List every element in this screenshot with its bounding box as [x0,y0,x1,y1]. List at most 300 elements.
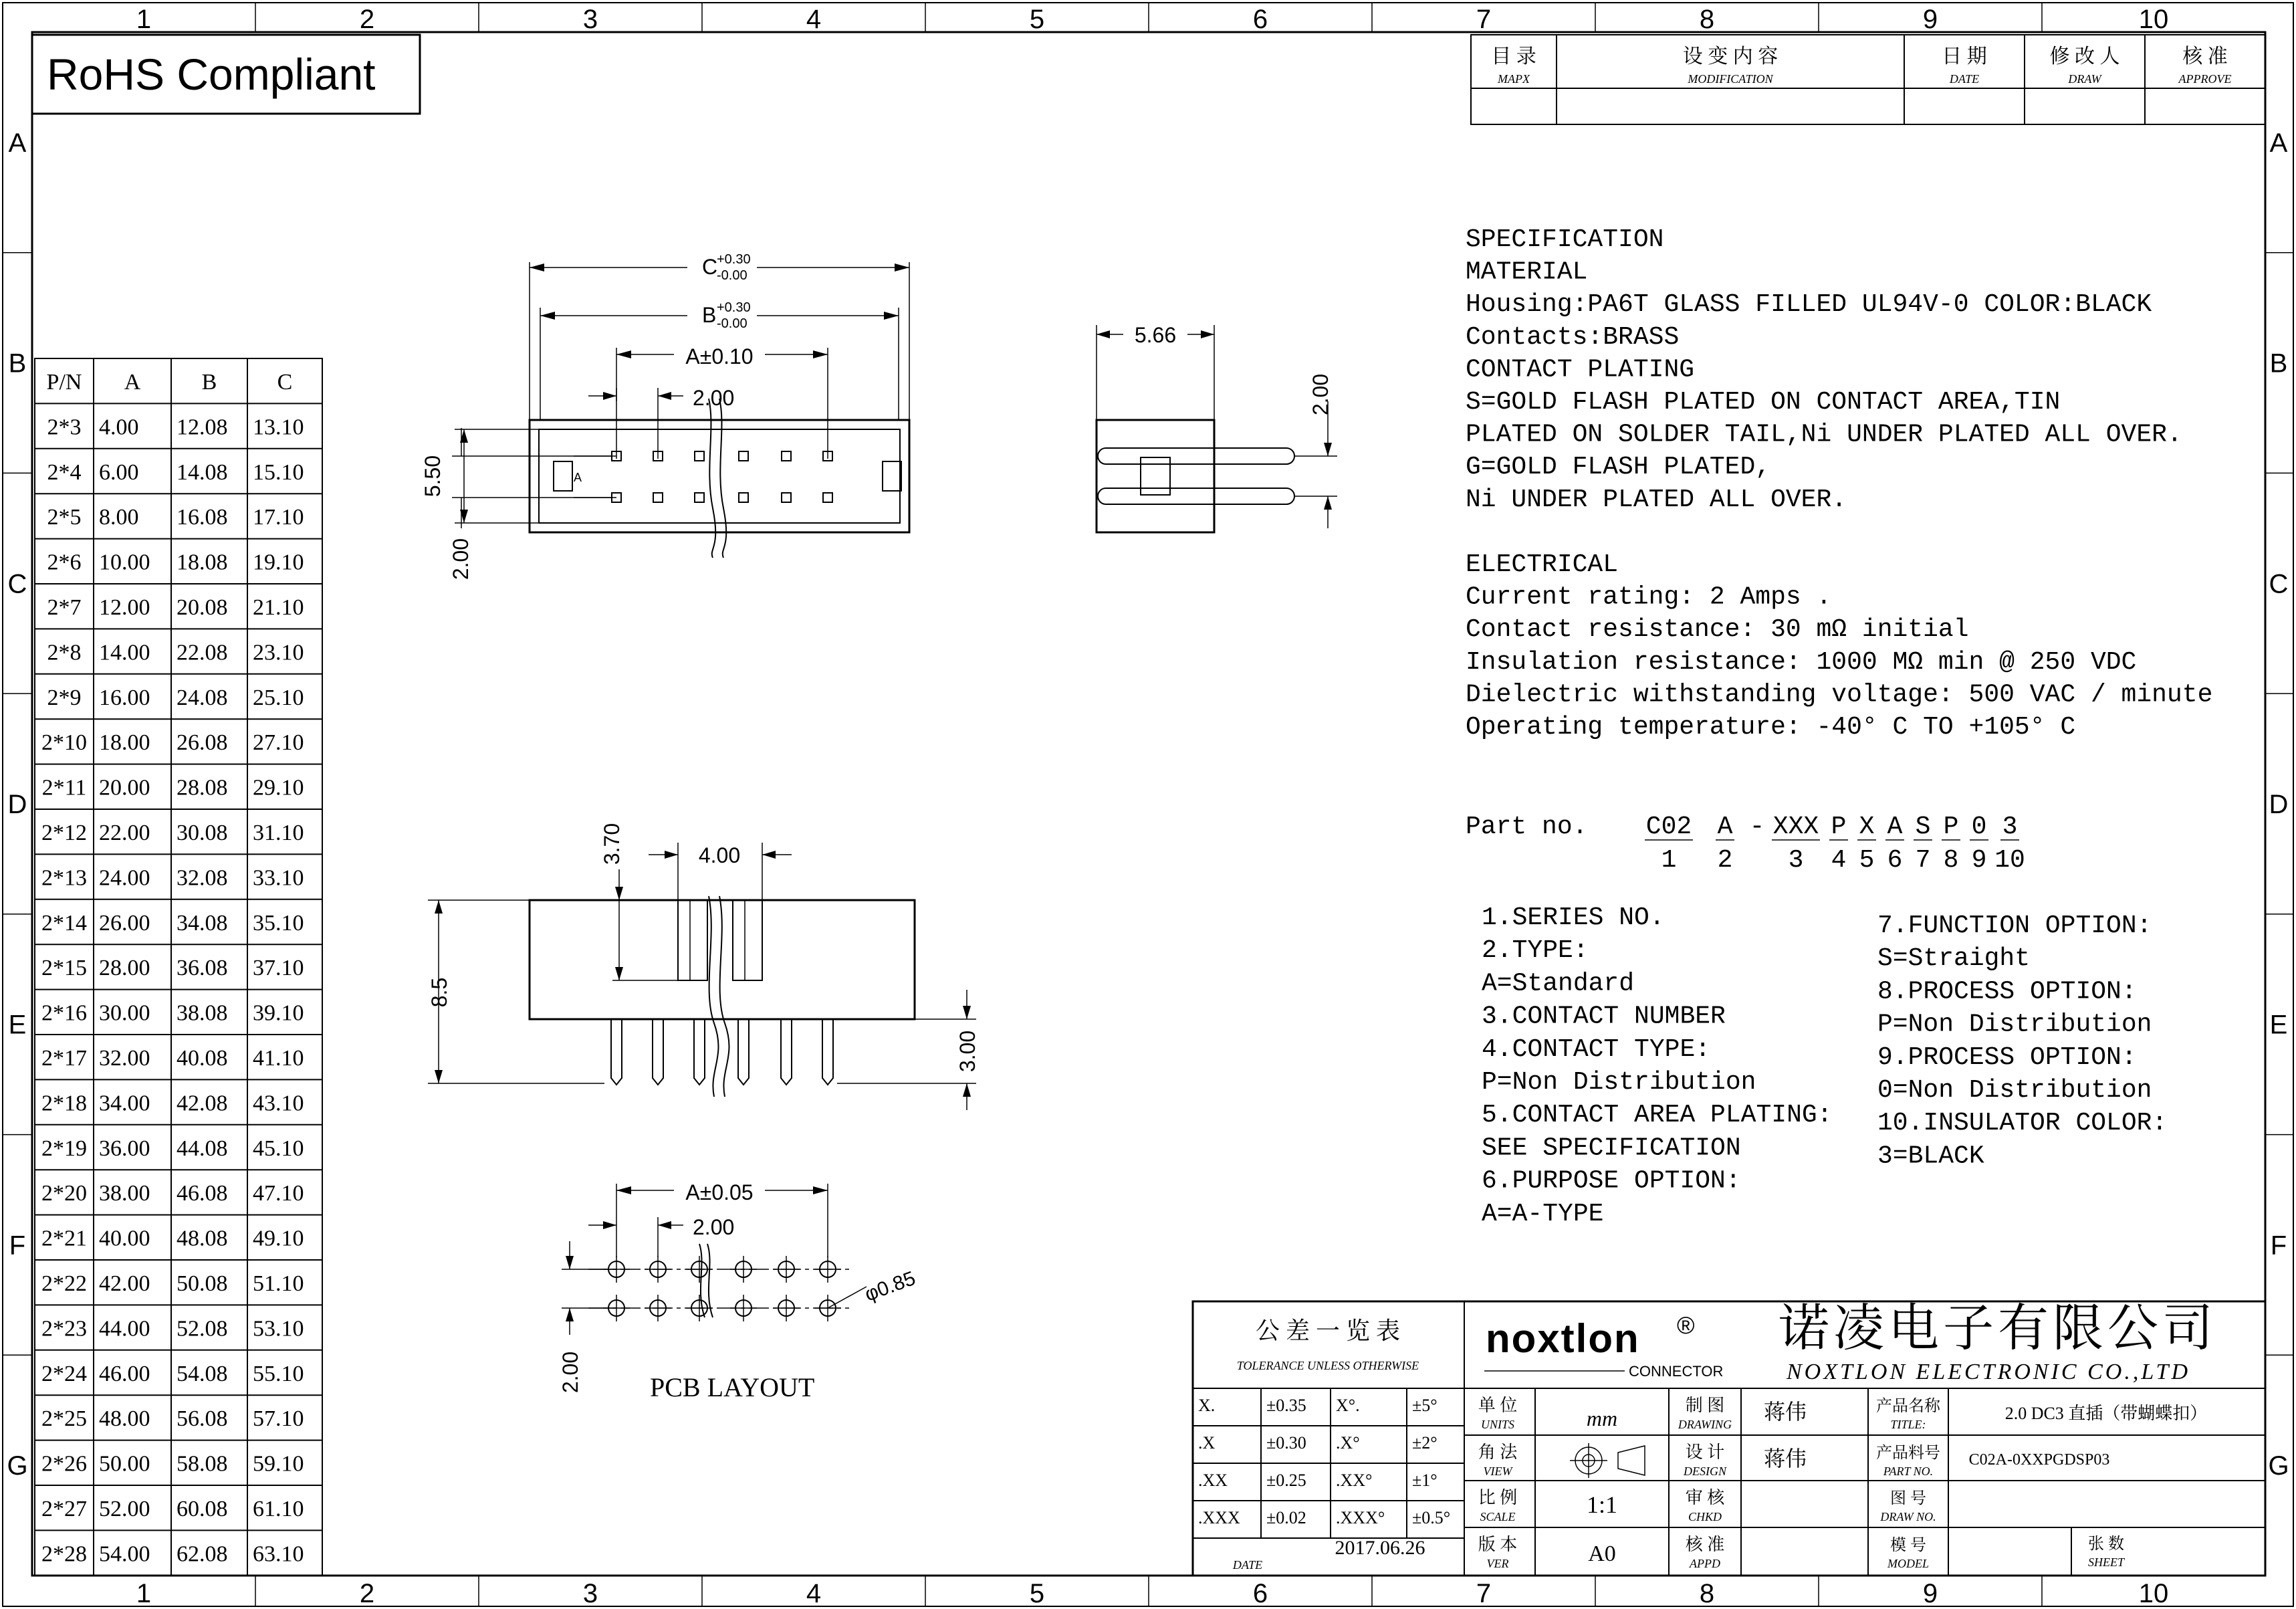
pn-table-cell: 58.08 [177,1451,228,1477]
grid-col-bottom: 1 [136,1579,152,1608]
pn-table-cell: 4.00 [99,415,139,440]
pn-table-cell: 45.10 [253,1136,304,1161]
dim-hole: φ0.85 [862,1267,919,1306]
pn-table-cell: 2*5 [47,505,82,530]
tol-cell: ±0.5° [1412,1508,1451,1527]
pn-table-cell: 2*25 [41,1406,87,1432]
dim-c-tol-dn: -0.00 [717,268,748,283]
tb-partno-cn: 产品料号 [1876,1444,1940,1462]
top-view-pin [739,451,748,461]
tb-units-value: mm [1586,1406,1618,1430]
pn-table-cell: 26.08 [177,730,228,756]
rev-mapx-cn: 目 录 [1491,45,1536,68]
pn-table-cell: 60.08 [177,1497,228,1521]
company-name-cn: 诺凌电子有限公司 [1778,1301,2217,1357]
pn-table-cell: 36.00 [99,1136,150,1161]
part-code-segment: P [1831,813,1847,841]
rev-approve-cn: 核 准 [2182,45,2228,68]
tol-title-cn: 公 差 一 览 表 [1255,1317,1401,1344]
pn-table-cell: 2*18 [41,1091,87,1116]
grid-col-bottom: 7 [1476,1579,1492,1608]
tb-drawno-cn: 图 号 [1890,1490,1926,1507]
tb-ver-value: A0 [1588,1541,1616,1566]
option-right-line: 7.FUNCTION OPTION: [1877,911,2152,940]
grid-col-bottom: 2 [359,1579,375,1608]
front-view-pin [781,1019,792,1085]
grid-col-bottom: 6 [1252,1579,1268,1608]
pn-table-cell: 48.00 [99,1406,150,1432]
pn-table-cell: 46.00 [99,1361,150,1386]
rev-draw-en: DRAW [2068,72,2101,86]
pn-table-cell: 26.00 [99,910,150,936]
tb-sheet-en: SHEET [2088,1556,2124,1569]
tb-design-en: DESIGN [1684,1465,1726,1478]
pn-table-cell: 28.08 [177,775,228,800]
pn-table-cell: 49.10 [253,1226,304,1251]
pn-table-cell: 36.08 [177,956,228,981]
pn-table-cell: 24.00 [99,865,150,891]
option-right-line: 8.PROCESS OPTION: [1877,977,2137,1006]
tb-model-cn: 模 号 [1890,1537,1926,1554]
rev-date-en: DATE [1949,72,1980,86]
pn-table-cell: 2*21 [41,1226,87,1251]
tb-date-label: DATE [1232,1558,1263,1572]
pn-table-cell: 43.10 [253,1091,304,1116]
pn-table [35,358,322,1576]
front-view [427,823,980,1110]
pn-table-header: B [201,370,217,395]
pn-table-cell: 62.08 [177,1541,228,1567]
pn-table-cell: 28.00 [99,956,150,981]
pn-table-cell: 31.10 [253,821,304,845]
tol-cell: ±0.02 [1266,1508,1306,1527]
tol-cell: ±0.25 [1266,1471,1306,1490]
top-view-pin [782,451,791,461]
part-code-index: 5 [1859,846,1875,875]
option-right-line: 0=Non Distribution [1877,1076,2152,1105]
tol-cell: .XXX° [1336,1508,1385,1527]
grid-row-left: C [7,569,27,599]
tol-cell: X°. [1336,1396,1360,1415]
pn-table-cell: 34.08 [177,910,228,936]
part-code-segment: 0 [1971,813,1987,841]
top-view-pin [782,493,791,502]
pn-table-cell: 42.00 [99,1271,150,1296]
pn-table-cell: 16.08 [177,505,228,530]
pn-table-header: P/N [46,370,82,395]
tol-cell: ±0.35 [1266,1396,1306,1415]
tb-date-value: 2017.06.26 [1335,1537,1425,1559]
option-left-line: 3.CONTACT NUMBER [1482,1002,1726,1031]
front-view-pin [653,1019,663,1085]
grid-col-top: 9 [1922,5,1938,34]
pn-table-cell: 54.08 [177,1361,228,1386]
pn-table-cell: 38.00 [99,1181,150,1206]
pn-table-cell: 20.00 [99,775,150,800]
dim-p400: 4.00 [698,843,741,867]
option-left-line: SEE SPECIFICATION [1482,1134,1741,1163]
pn-table-cell: 2*22 [41,1271,87,1296]
pn-table-cell: 2*10 [41,730,87,756]
pn-table-cell: 53.10 [253,1316,304,1342]
grid-col-top: 4 [806,5,822,34]
part-code-index: 9 [1971,846,1987,875]
spec-line: SPECIFICATION [1466,225,1664,254]
option-left-line: A=Standard [1482,969,1635,998]
pn-table-cell: 2*13 [41,865,87,891]
company-name-en: NOXTLON ELECTRONIC CO.,LTD [1787,1360,2191,1384]
tol-cell: .XXX [1198,1508,1240,1527]
part-code-index: 3 [1788,846,1804,875]
pn-table-cell: 6.00 [99,459,139,485]
pn-table-cell: 52.08 [177,1316,228,1342]
pn-table-cell: 32.08 [177,865,228,891]
pn-table-cell: 17.10 [253,505,304,530]
tb-view-cn: 角 法 [1478,1442,1518,1462]
pn-table-cell: 2*27 [41,1497,87,1521]
spec-line: PLATED ON SOLDER TAIL,Ni UNDER PLATED ALL OVER. [1466,420,2182,449]
grid-row-right: F [2270,1230,2287,1261]
tol-cell: .XX° [1336,1471,1373,1490]
pn-table-cell: 8.00 [99,505,139,530]
pn-table-cell: 21.10 [253,595,304,620]
pn-table-cell: 23.10 [253,640,304,665]
options-right [1877,911,2167,1170]
rev-mapx-en: MAPX [1498,72,1530,86]
tb-scale-value: 1:1 [1586,1491,1618,1518]
top-view-pin [695,493,704,502]
part-code-segment: P [1943,813,1959,841]
tol-cell: X. [1198,1396,1216,1415]
grid-col-bottom: 4 [806,1579,822,1608]
pn-table-cell: 37.10 [253,956,304,981]
part-code-index: 2 [1717,846,1733,875]
pn-table-cell: 50.00 [99,1451,150,1477]
option-left-line: 1.SERIES NO. [1482,903,1665,932]
front-view-pin [738,1019,749,1085]
pn-table-cell: 57.10 [253,1406,304,1432]
pcb-layout-label: PCB LAYOUT [650,1372,815,1402]
option-right-line: S=Straight [1877,944,2031,974]
pn-table-cell: 63.10 [253,1541,304,1567]
rev-approve-en: APPROVE [2178,72,2232,86]
grid-row-left: F [9,1230,26,1261]
front-view-pin [611,1019,622,1085]
grid-col-top: 7 [1476,5,1492,34]
option-left-line: 4.CONTACT TYPE: [1482,1035,1711,1064]
pn-table-cell: 2*28 [41,1541,87,1567]
spec-line: ELECTRICAL [1466,550,1619,579]
part-code-segment: A [1887,813,1903,841]
spec-line: CONTACT PLATING [1466,355,1695,385]
dim-b-tol-up: +0.30 [717,300,751,315]
pn-table-cell: 61.10 [253,1497,304,1521]
option-right-line: P=Non Distribution [1877,1010,2152,1039]
grid-col-bottom: 8 [1699,1579,1715,1608]
pn-table-cell: 2*8 [47,640,82,665]
tb-ver-cn: 版 本 [1478,1535,1518,1554]
pn-table-cell: 35.10 [253,910,304,936]
pn-table-cell: 2*17 [41,1046,87,1071]
dim-v200-pcb: 2.00 [558,1351,582,1394]
pn-table-cell: 2*3 [47,415,82,440]
tb-title-value: 2.0 DC3 直插（带蝴蝶扣） [2004,1404,2208,1423]
dim-h370: 3.70 [600,823,624,865]
spec-line: Insulation resistance: 1000 MΩ min @ 250 VDC [1466,647,2137,677]
tb-chkd-cn: 审 核 [1685,1488,1725,1507]
dim-h200-left: 2.00 [449,538,473,580]
pn-table-cell: 30.08 [177,821,228,845]
grid-col-top: 3 [582,5,598,34]
part-code-segment: C02 [1645,813,1692,841]
projection-symbol [1570,1443,1645,1478]
part-code-index: 1 [1661,846,1677,875]
tb-sheet-cn: 张 数 [2088,1535,2124,1553]
option-left-line: 2.TYPE: [1482,936,1589,966]
rohs-label: RoHS Compliant [47,49,376,99]
grid-row-left: D [7,790,27,819]
grid-row-left: B [8,348,27,379]
spec-line: Operating temperature: -40° C TO +105° C [1466,713,2076,742]
dim-v200-side: 2.00 [1308,373,1333,416]
grid-row-right: C [2269,569,2289,599]
pn-table-cell: 54.00 [99,1541,150,1567]
grid-row-right: A [2269,128,2288,158]
pn-table-cell: 32.00 [99,1046,150,1071]
side-view [1097,321,1337,532]
part-code-index: 6 [1887,846,1903,875]
pn-table-cell: 55.10 [253,1361,304,1386]
pn-table-cell: 44.00 [99,1316,150,1342]
specification-block [1466,225,2212,742]
part-code-index: 7 [1915,846,1931,875]
tb-model-en: MODEL [1887,1557,1929,1570]
tol-cell: ±0.30 [1266,1433,1306,1453]
tb-partno-en: PART NO. [1883,1465,1934,1478]
pn-table-cell: 2*19 [41,1136,87,1161]
pn-table-cell: 16.00 [99,685,150,710]
dim-pitch-top: 2.00 [693,386,735,410]
pn-table-cell: 48.08 [177,1226,228,1251]
dim-w566: 5.66 [1134,323,1177,347]
title-block [1193,1301,2265,1576]
option-right-line: 3=BLACK [1877,1142,1984,1171]
dim-h300: 3.00 [955,1030,980,1073]
pn-table-cell: 13.10 [253,415,304,440]
rev-date-cn: 日 期 [1942,45,1987,68]
pn-table-cell: 44.08 [177,1136,228,1161]
tol-cell: ±2° [1412,1433,1438,1453]
pn-table-cell: 14.08 [177,459,228,485]
tb-title-cn: 产品名称 [1876,1398,1940,1415]
grid-row-left: E [8,1010,27,1040]
option-right-line: 9.PROCESS OPTION: [1877,1043,2137,1072]
pn-table-cell: 46.08 [177,1181,228,1206]
grid-col-top: 10 [2138,5,2169,34]
grid-col-bottom: 3 [582,1579,598,1608]
grid-col-top: 2 [359,5,375,34]
tb-appd-cn: 核 准 [1685,1535,1725,1554]
pn-table-cell: 34.00 [99,1091,150,1116]
grid-row-right: G [2268,1451,2289,1481]
dim-pitch-pcb: 2.00 [693,1215,735,1239]
tb-drawing-en: DRAWING [1678,1418,1732,1431]
pn-table-cell: 2*24 [41,1361,87,1386]
grid-row-left: A [8,128,27,158]
pn-table-cell: 24.08 [177,685,228,710]
pn-table-cell: 18.00 [99,730,150,756]
part-code-segment: - [1749,813,1765,841]
dim-b-label: B [702,303,717,327]
rohs-box [32,35,420,114]
spec-line: S=GOLD FLASH PLATED ON CONTACT AREA,TIN [1466,388,2061,417]
spec-line: G=GOLD FLASH PLATED, [1466,453,1771,482]
front-view-pin [822,1019,833,1085]
dim-h85: 8.5 [427,977,451,1008]
pn-table-cell: 2*14 [41,910,87,936]
pn-table-cell: 2*16 [41,1000,87,1026]
company-logo: noxtlon [1486,1316,1640,1361]
tb-units-en: UNITS [1480,1418,1515,1431]
tb-drawing-cn: 制 图 [1685,1396,1725,1415]
top-view [421,250,909,580]
pn-table-cell: 2*23 [41,1316,87,1342]
option-left-line: 6.PURPOSE OPTION: [1482,1166,1741,1196]
pin1-mark: A [574,471,582,484]
part-label: Part no. [1466,813,1588,841]
pn-table-header: A [124,370,141,395]
pn-table-cell: 50.08 [177,1271,228,1296]
pn-table-cell: 2*12 [41,821,87,845]
pn-table-cell: 40.00 [99,1226,150,1251]
part-number-block [1466,813,2025,875]
revision-table [1471,35,2265,124]
tol-cell: .XX [1198,1471,1228,1490]
front-view-pin [694,1019,705,1085]
grid-row-right: B [2269,348,2288,379]
pn-table-cell: 2*7 [47,595,82,620]
pn-table-cell: 25.10 [253,685,304,710]
tb-design-value: 蒋伟 [1764,1446,1807,1471]
grid-row-right: D [2269,790,2289,819]
tb-drawing-value: 蒋伟 [1764,1400,1807,1424]
rev-modification-cn: 设 变 内 容 [1682,45,1778,68]
option-right-line: 10.INSULATOR COLOR: [1877,1109,2168,1138]
pn-table-cell: 47.10 [253,1181,304,1206]
grid-col-bottom: 5 [1029,1579,1045,1608]
tol-cell: .X° [1336,1433,1360,1453]
spec-line: MATERIAL [1466,257,1588,287]
pn-table-cell: 29.10 [253,775,304,800]
tb-drawno-en: DRAW NO. [1880,1510,1936,1523]
dim-a-top: A±0.10 [685,344,754,368]
part-code-index: 4 [1831,846,1847,875]
pn-table-cell: 15.10 [253,459,304,485]
pn-table-cell: 10.00 [99,550,150,575]
grid-col-top: 5 [1029,5,1045,34]
tb-ver-en: VER [1486,1557,1509,1570]
pn-table-cell: 2*26 [41,1451,87,1477]
option-left-line: 5.CONTACT AREA PLATING: [1482,1101,1833,1130]
pn-table-cell: 30.00 [99,1000,150,1026]
spec-line: Housing:PA6T GLASS FILLED UL94V-0 COLOR:BLACK [1466,290,2152,320]
top-view-pin [823,493,832,502]
tol-cell: .X [1198,1433,1216,1453]
pn-table-cell: 2*11 [41,775,87,800]
spec-line: Contact resistance: 30 mΩ initial [1466,615,1969,645]
grid-col-top: 8 [1699,5,1715,34]
tb-units-cn: 单 位 [1478,1396,1518,1415]
rev-modification-en: MODIFICATION [1688,72,1773,86]
tb-view-en: VIEW [1483,1465,1512,1478]
tb-title-en: TITLE: [1890,1418,1926,1431]
pn-table-cell: 33.10 [253,865,304,891]
tol-cell: ±1° [1412,1471,1438,1490]
dim-h550: 5.50 [421,455,445,498]
grid-col-bottom: 9 [1922,1579,1938,1608]
pn-table-cell: 39.10 [253,1000,304,1026]
pn-table-cell: 20.08 [177,595,228,620]
part-code-segment: X [1859,813,1875,841]
part-code-segment: XXX [1772,813,1819,841]
pn-table-cell: 38.08 [177,1000,228,1026]
option-left-line: A=A-TYPE [1482,1199,1604,1228]
spec-line: Contacts:BRASS [1466,322,1680,352]
pn-table-cell: 27.10 [253,730,304,756]
logo-registered: ® [1677,1311,1695,1339]
tb-appd-en: APPD [1690,1557,1720,1570]
pn-table-cell: 12.00 [99,595,150,620]
part-code-index: 8 [1943,846,1959,875]
tol-title-en: TOLERANCE UNLESS OTHERWISE [1236,1359,1419,1372]
tb-scale-cn: 比 例 [1478,1488,1518,1507]
spec-line: Dielectric withstanding voltage: 500 VAC / minute [1466,680,2213,710]
pn-table-cell: 52.00 [99,1497,150,1521]
pn-table-cell: 19.10 [253,550,304,575]
pn-table-cell: 2*20 [41,1181,87,1206]
pn-table-cell: 2*15 [41,956,87,981]
option-left-line: P=Non Distribution [1482,1068,1756,1097]
pn-table-cell: 51.10 [253,1271,304,1296]
pn-table-cell: 59.10 [253,1451,304,1477]
dim-a-pcb: A±0.05 [685,1180,754,1204]
pn-table-header: C [277,370,293,395]
rev-draw-cn: 修 改 人 [2049,45,2120,68]
dim-c-label: C [702,255,718,279]
part-code-index: 10 [1994,846,2025,875]
pn-table-cell: 12.08 [177,415,228,440]
part-code-segment: S [1915,813,1931,841]
spec-line: Ni UNDER PLATED ALL OVER. [1466,485,1847,514]
pn-table-cell: 2*9 [47,685,82,710]
tb-scale-en: SCALE [1480,1510,1516,1523]
pn-table-cell: 42.08 [177,1091,228,1116]
pn-table-cell: 40.08 [177,1046,228,1071]
top-view-pin [695,451,704,461]
pn-table-cell: 14.00 [99,640,150,665]
tb-partno-value: C02A-0XXPGDSP03 [1968,1451,2110,1469]
pn-table-cell: 2*6 [47,550,82,575]
pn-table-cell: 18.08 [177,550,228,575]
grid-col-top: 1 [136,5,152,34]
tb-design-cn: 设 计 [1685,1442,1725,1462]
part-code-segment: A [1717,813,1733,841]
top-view-pin [653,493,663,502]
pcb-layout-view [558,1177,919,1402]
pn-table-cell: 2*4 [47,459,82,485]
dim-b-tol-dn: -0.00 [717,316,748,331]
spec-line: Current rating: 2 Amps . [1466,582,1832,612]
